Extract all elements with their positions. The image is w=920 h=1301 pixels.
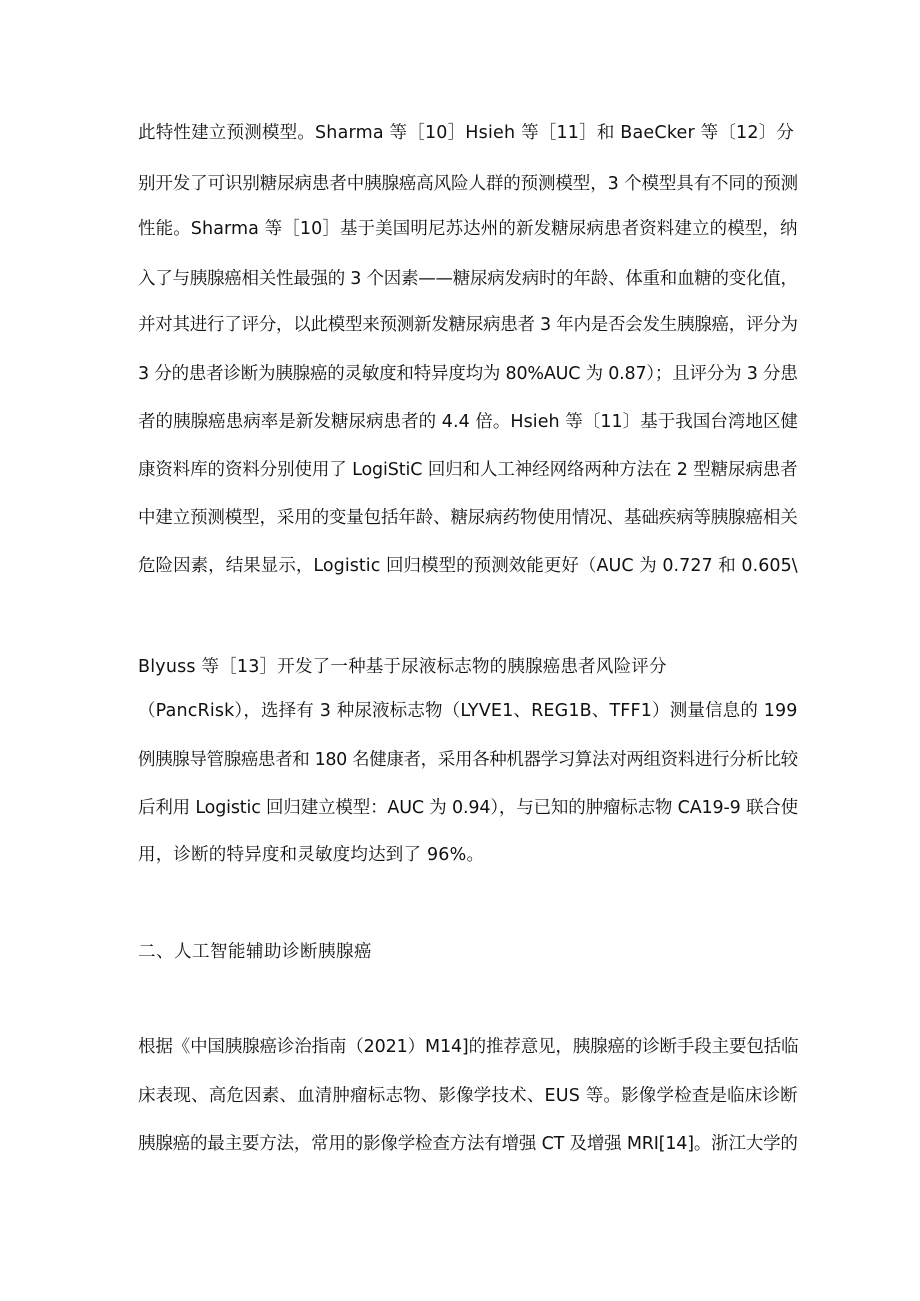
paragraph-2-line-5: 用，诊断的特异度和灵敏度均达到了 96%。 <box>138 845 485 865</box>
paragraph-1-line-6: 3 分的患者诊断为胰腺癌的灵敏度和特异度均为 80%AUC 为 0.87）；且评分为 3 分患 <box>138 364 798 384</box>
paragraph-1-line-10: 危险因素，结果显示，Logistic 回归模型的预测效能更好（AUC 为 0.727 和 0.605\ <box>138 556 798 576</box>
paragraph-2-line-2: （PancRisk），选择有 3 种尿液标志物（LYVE1、REG1B、TFF1）测量信息的 199 <box>138 701 798 721</box>
paragraph-1-line-8: 康资料库的资料分别使用了 LogiStiC 回归和人工神经网络两种方法在 2 型糖尿病患者 <box>138 460 798 480</box>
paragraph-2-line-3: 例胰腺导管腺癌患者和 180 名健康者，采用各种机器学习算法对两组资料进行分析比较 <box>138 750 798 770</box>
paragraph-2-line-1: Blyuss 等［13］开发了一种基于尿液标志物的胰腺癌患者风险评分 <box>138 657 667 677</box>
paragraph-1-line-2: 别开发了可识别糖尿病患者中胰腺癌高风险人群的预测模型，3 个模型具有不同的预测 <box>138 174 798 194</box>
paragraph-1-line-3: 性能。Sharma 等［10］基于美国明尼苏达州的新发糖尿病患者资料建立的模型，纳 <box>138 219 798 239</box>
paragraph-3-line-2: 床表现、高危因素、血清肿瘤标志物、影像学技术、EUS 等。影像学检查是临床诊断 <box>138 1086 798 1106</box>
paragraph-1-line-7: 者的胰腺癌患病率是新发糖尿病患者的 4.4 倍。Hsieh 等〔11〕基于我国台湾地区健 <box>138 412 799 432</box>
paragraph-1-line-4: 入了与胰腺癌相关性最强的 3 个因素——糖尿病发病时的年龄、体重和血糖的变化值， <box>138 269 798 289</box>
paragraph-1-line-1: 此特性建立预测模型。Sharma 等［10］Hsieh 等［11］和 BaeCker 等〔12〕分 <box>138 123 795 143</box>
paragraph-3-line-1: 根据《中国胰腺癌诊治指南（2021）M14]的推荐意见，胰腺癌的诊断手段主要包括临 <box>138 1037 799 1057</box>
paragraph-1-line-9: 中建立预测模型，采用的变量包括年龄、糖尿病药物使用情况、基础疾病等胰腺癌相关 <box>138 508 798 528</box>
paragraph-3-line-3: 胰腺癌的最主要方法，常用的影像学检查方法有增强 CT 及增强 MRI[14]。浙江大学的 <box>138 1134 798 1154</box>
section-heading: 二、人工智能辅助诊断胰腺癌 <box>138 942 372 962</box>
paragraph-2-line-4: 后利用 Logistic 回归建立模型：AUC 为 0.94），与已知的肿瘤标志物 CA19-9 联合使 <box>138 798 798 818</box>
paragraph-1-line-5: 并对其进行了评分，以此模型来预测新发糖尿病患者 3 年内是否会发生胰腺癌，评分为 <box>138 315 798 335</box>
